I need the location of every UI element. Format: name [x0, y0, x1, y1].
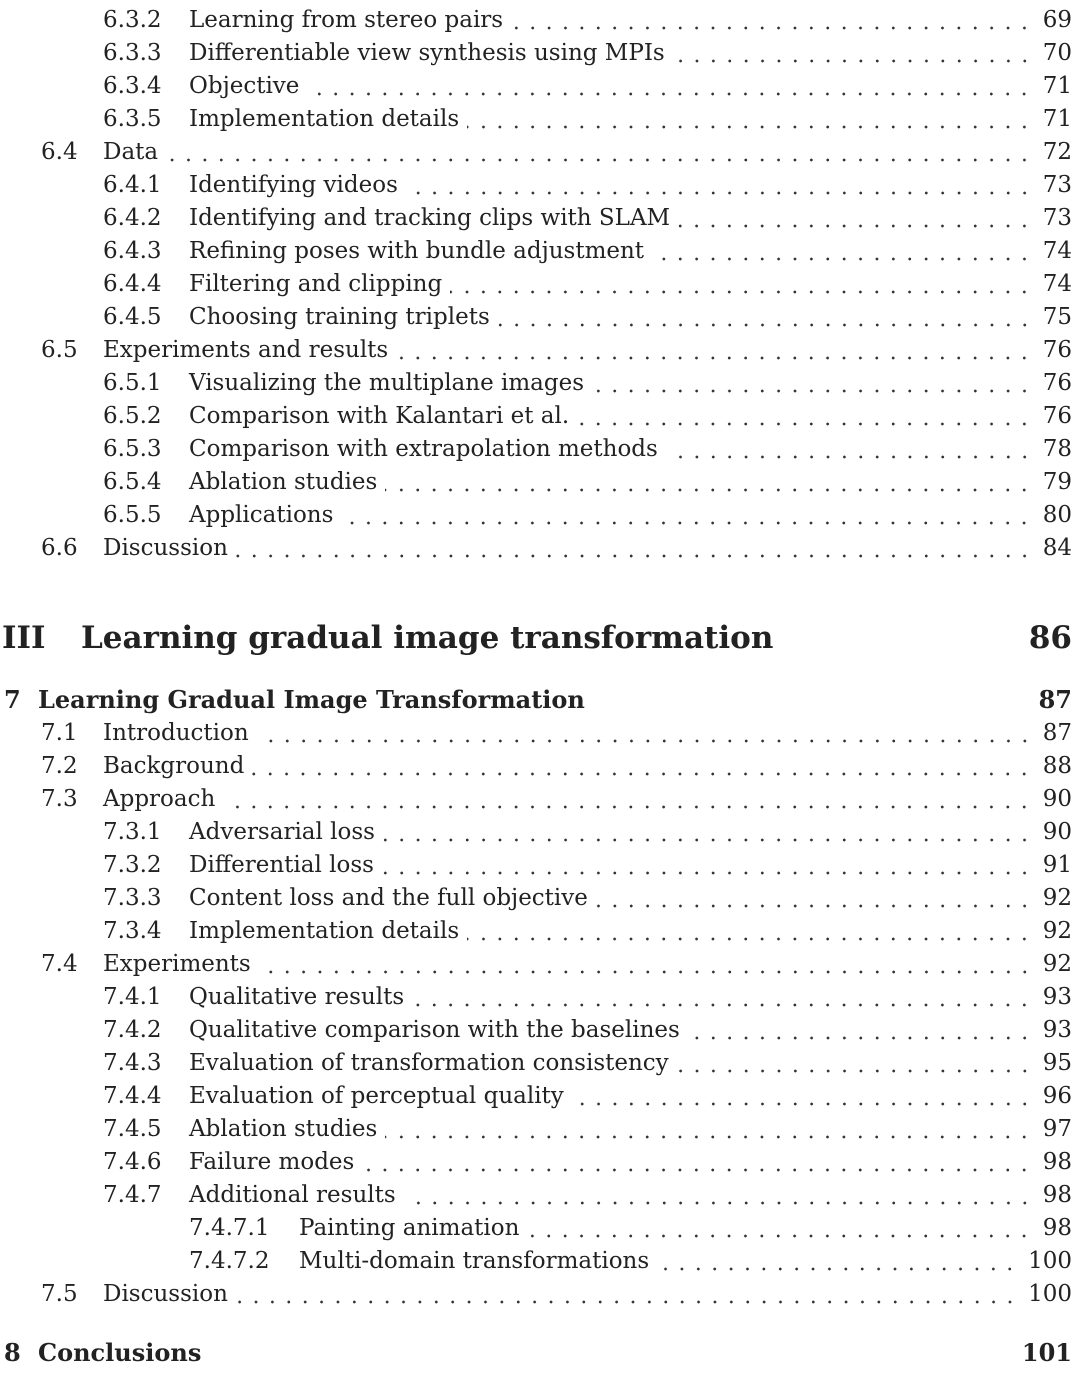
entry-number: 6.5.5 — [103, 501, 162, 528]
toc-entry-6-5-2[interactable] — [0, 399, 1072, 432]
dot-leader — [252, 749, 1032, 782]
entry-number: 6.4.3 — [103, 237, 162, 264]
entry-number: 7.3.2 — [103, 851, 162, 878]
entry-page: 87 — [1042, 719, 1072, 746]
entry-number: 7.5 — [41, 1280, 78, 1307]
dot-leader — [406, 168, 1033, 201]
toc-entry-7-3-4[interactable] — [0, 914, 1072, 947]
chapter-page: 101 — [1021, 1338, 1072, 1367]
entry-number: 7.3.3 — [103, 884, 162, 911]
entry-page: 73 — [1042, 204, 1072, 231]
toc-entry-6-5-1[interactable] — [0, 366, 1072, 399]
toc-entry-6-4-4[interactable] — [0, 267, 1072, 300]
entry-page: 79 — [1042, 468, 1072, 495]
dot-leader — [572, 1079, 1033, 1112]
entry-page: 97 — [1042, 1115, 1072, 1142]
entry-page: 75 — [1042, 303, 1072, 330]
entry-number: 6.4.2 — [103, 204, 162, 231]
dot-leader — [596, 881, 1033, 914]
entry-title: Qualitative comparison with the baselines — [189, 1016, 680, 1043]
entry-page: 90 — [1042, 785, 1072, 812]
toc-entry-6-5[interactable] — [0, 333, 1072, 366]
entry-number: 7.4.7 — [103, 1181, 162, 1208]
entry-number: 7.4.7.2 — [189, 1247, 270, 1274]
entry-title: Failure modes — [189, 1148, 355, 1175]
dot-leader — [404, 1178, 1033, 1211]
entry-page: 74 — [1042, 270, 1072, 297]
dot-leader — [498, 300, 1033, 333]
entry-number: 6.4 — [41, 138, 78, 165]
toc-entry-6-3-2[interactable] — [0, 3, 1072, 36]
dot-leader — [236, 1277, 1018, 1310]
entry-page: 98 — [1042, 1181, 1072, 1208]
entry-title: Additional results — [189, 1181, 396, 1208]
entry-number: 6.4.5 — [103, 303, 162, 330]
dot-leader — [307, 69, 1032, 102]
dot-leader — [259, 947, 1033, 980]
chapter-title: Learning Gradual Image Transformation — [38, 685, 585, 714]
entry-number: 6.3.4 — [103, 72, 162, 99]
dot-leader — [657, 1244, 1018, 1277]
entry-number: 7.4.6 — [103, 1148, 162, 1175]
toc-entry-7-3-1[interactable] — [0, 815, 1072, 848]
entry-number: 7.4.5 — [103, 1115, 162, 1142]
entry-number: 6.5.2 — [103, 402, 162, 429]
entry-page: 76 — [1042, 402, 1072, 429]
dot-leader — [527, 1211, 1032, 1244]
entry-number: 6.5.1 — [103, 369, 162, 396]
entry-title: Introduction — [103, 719, 249, 746]
entry-page: 92 — [1042, 917, 1072, 944]
toc-entry-6-5-5[interactable] — [0, 498, 1072, 531]
entry-page: 73 — [1042, 171, 1072, 198]
entry-title: Visualizing the multiplane images — [189, 369, 585, 396]
entry-title: Applications — [189, 501, 334, 528]
dot-leader — [362, 1145, 1032, 1178]
toc-entry-6-3-5[interactable] — [0, 102, 1072, 135]
toc-entry-7-1[interactable] — [0, 716, 1072, 749]
entry-number: 7.4.2 — [103, 1016, 162, 1043]
chapter-number: 8 — [4, 1338, 21, 1367]
dot-leader — [688, 1013, 1033, 1046]
entry-title: Ablation studies — [189, 468, 378, 495]
entry-title: Data — [103, 138, 159, 165]
entry-number: 7.1 — [41, 719, 78, 746]
dot-leader — [385, 1112, 1032, 1145]
entry-title: Discussion — [103, 534, 228, 561]
toc-entry-6-5-3[interactable] — [0, 432, 1072, 465]
toc-entry-6-6[interactable] — [0, 531, 1072, 564]
toc-entry-6-4[interactable] — [0, 135, 1072, 168]
entry-page: 100 — [1028, 1280, 1072, 1307]
entry-title: Qualitative results — [189, 983, 405, 1010]
dot-leader — [652, 234, 1033, 267]
entry-title: Comparison with extrapolation methods — [189, 435, 658, 462]
entry-page: 70 — [1042, 39, 1072, 66]
entry-number: 6.5 — [41, 336, 78, 363]
entry-page: 90 — [1042, 818, 1072, 845]
entry-number: 7.4.1 — [103, 983, 162, 1010]
entry-title: Learning from stereo pairs — [189, 6, 504, 33]
toc-entry-7-2[interactable] — [0, 749, 1072, 782]
dot-leader — [412, 980, 1033, 1013]
entry-page: 76 — [1042, 369, 1072, 396]
entry-number: 6.4.4 — [103, 270, 162, 297]
entry-page: 76 — [1042, 336, 1072, 363]
entry-page: 88 — [1042, 752, 1072, 779]
entry-title: Choosing training triplets — [189, 303, 490, 330]
entry-number: 7.4 — [41, 950, 78, 977]
entry-number: 7.3.4 — [103, 917, 162, 944]
toc-entry-6-3-3[interactable] — [0, 36, 1072, 69]
entry-title: Identifying videos — [189, 171, 398, 198]
entry-title: Discussion — [103, 1280, 228, 1307]
toc-entry-7-4-1[interactable] — [0, 980, 1072, 1013]
entry-title: Content loss and the full objective — [189, 884, 588, 911]
entry-page: 80 — [1042, 501, 1072, 528]
dot-leader — [383, 815, 1033, 848]
entry-title: Experiments and results — [103, 336, 389, 363]
dot-leader — [236, 531, 1033, 564]
toc-chapter-7[interactable] — [0, 683, 1072, 716]
entry-number: 7.3.1 — [103, 818, 162, 845]
entry-number: 7.3 — [41, 785, 78, 812]
toc-entry-6-4-2[interactable] — [0, 201, 1072, 234]
entry-title: Adversarial loss — [189, 818, 375, 845]
entry-page: 98 — [1042, 1214, 1072, 1241]
toc-entry-7-4-4[interactable] — [0, 1079, 1072, 1112]
entry-number: 6.3.2 — [103, 6, 162, 33]
entry-title: Objective — [189, 72, 300, 99]
part-number: III — [2, 620, 46, 656]
entry-page: 95 — [1042, 1049, 1072, 1076]
dot-leader — [673, 36, 1033, 69]
dot-leader — [511, 3, 1033, 36]
entry-page: 92 — [1042, 884, 1072, 911]
entry-number: 6.3.5 — [103, 105, 162, 132]
entry-title: Identifying and tracking clips with SLAM — [189, 204, 671, 231]
dot-leader — [592, 366, 1033, 399]
entry-number: 6.3.3 — [103, 39, 162, 66]
part-title: Learning gradual image transformation — [81, 620, 774, 656]
entry-page: 71 — [1042, 72, 1072, 99]
entry-title: Ablation studies — [189, 1115, 378, 1142]
entry-title: Differentiable view synthesis using MPIs — [189, 39, 665, 66]
dot-leader — [678, 201, 1033, 234]
toc-entry-7-4-2[interactable] — [0, 1013, 1072, 1046]
entry-number: 6.5.3 — [103, 435, 162, 462]
toc-entry-7-4[interactable] — [0, 947, 1072, 980]
entry-page: 69 — [1042, 6, 1072, 33]
chapter-page: 87 — [1038, 685, 1072, 714]
entry-number: 7.4.4 — [103, 1082, 162, 1109]
part-page: 86 — [1028, 620, 1072, 656]
entry-page: 78 — [1042, 435, 1072, 462]
dot-leader — [341, 498, 1032, 531]
entry-page: 84 — [1042, 534, 1072, 561]
dot-leader — [396, 333, 1032, 366]
entry-page: 96 — [1042, 1082, 1072, 1109]
entry-page: 92 — [1042, 950, 1072, 977]
dot-leader — [577, 399, 1033, 432]
toc-entry-7-4-5[interactable] — [0, 1112, 1072, 1145]
dot-leader — [223, 782, 1032, 815]
entry-number: 7.4.3 — [103, 1049, 162, 1076]
entry-page: 93 — [1042, 1016, 1072, 1043]
toc-entry-7-4-7[interactable] — [0, 1178, 1072, 1211]
entry-number: 6.5.4 — [103, 468, 162, 495]
entry-title: Evaluation of perceptual quality — [189, 1082, 564, 1109]
entry-title: Differential loss — [189, 851, 374, 878]
entry-page: 71 — [1042, 105, 1072, 132]
toc-entry-7-4-7-2[interactable] — [0, 1244, 1072, 1277]
entry-number: 7.2 — [41, 752, 78, 779]
dot-leader — [257, 716, 1033, 749]
entry-page: 93 — [1042, 983, 1072, 1010]
dot-leader — [666, 432, 1033, 465]
dot-leader — [450, 267, 1033, 300]
entry-title: Implementation details — [189, 917, 460, 944]
entry-page: 100 — [1028, 1247, 1072, 1274]
chapter-number: 7 — [4, 685, 21, 714]
toc-entry-6-5-4[interactable] — [0, 465, 1072, 498]
entry-title: Comparison with Kalantari et al. — [189, 402, 570, 429]
entry-title: Refining poses with bundle adjustment — [189, 237, 645, 264]
entry-title: Approach — [103, 785, 216, 812]
chapter-title: Conclusions — [38, 1338, 202, 1367]
entry-title: Filtering and clipping — [189, 270, 443, 297]
toc-entry-7-3[interactable] — [0, 782, 1072, 815]
toc-part-3[interactable] — [0, 618, 1072, 658]
toc-chapter-8[interactable] — [0, 1336, 1072, 1369]
entry-title: Painting animation — [299, 1214, 520, 1241]
toc-entry-7-3-3[interactable] — [0, 881, 1072, 914]
entry-page: 74 — [1042, 237, 1072, 264]
toc-entry-6-4-1[interactable] — [0, 168, 1072, 201]
dot-leader — [467, 102, 1033, 135]
dot-leader — [677, 1046, 1033, 1079]
entry-page: 91 — [1042, 851, 1072, 878]
toc-entry-6-4-3[interactable] — [0, 234, 1072, 267]
toc-entry-6-4-5[interactable] — [0, 300, 1072, 333]
entry-number: 6.6 — [41, 534, 78, 561]
dot-leader — [385, 465, 1032, 498]
dot-leader — [166, 135, 1033, 168]
entry-page: 98 — [1042, 1148, 1072, 1175]
entry-title: Background — [103, 752, 245, 779]
entry-title: Implementation details — [189, 105, 460, 132]
dot-leader — [467, 914, 1033, 947]
entry-title: Experiments — [103, 950, 251, 977]
toc-entry-6-3-4[interactable] — [0, 69, 1072, 102]
toc-entry-7-3-2[interactable] — [0, 848, 1072, 881]
toc-entry-7-4-7-1[interactable] — [0, 1211, 1072, 1244]
toc-entry-7-5[interactable] — [0, 1277, 1072, 1310]
dot-leader — [382, 848, 1033, 881]
entry-number: 7.4.7.1 — [189, 1214, 270, 1241]
entry-number: 6.4.1 — [103, 171, 162, 198]
toc-entry-7-4-6[interactable] — [0, 1145, 1072, 1178]
entry-title: Evaluation of transformation consistency — [189, 1049, 669, 1076]
entry-title: Multi-domain transformations — [299, 1247, 650, 1274]
toc-entry-7-4-3[interactable] — [0, 1046, 1072, 1079]
entry-page: 72 — [1042, 138, 1072, 165]
